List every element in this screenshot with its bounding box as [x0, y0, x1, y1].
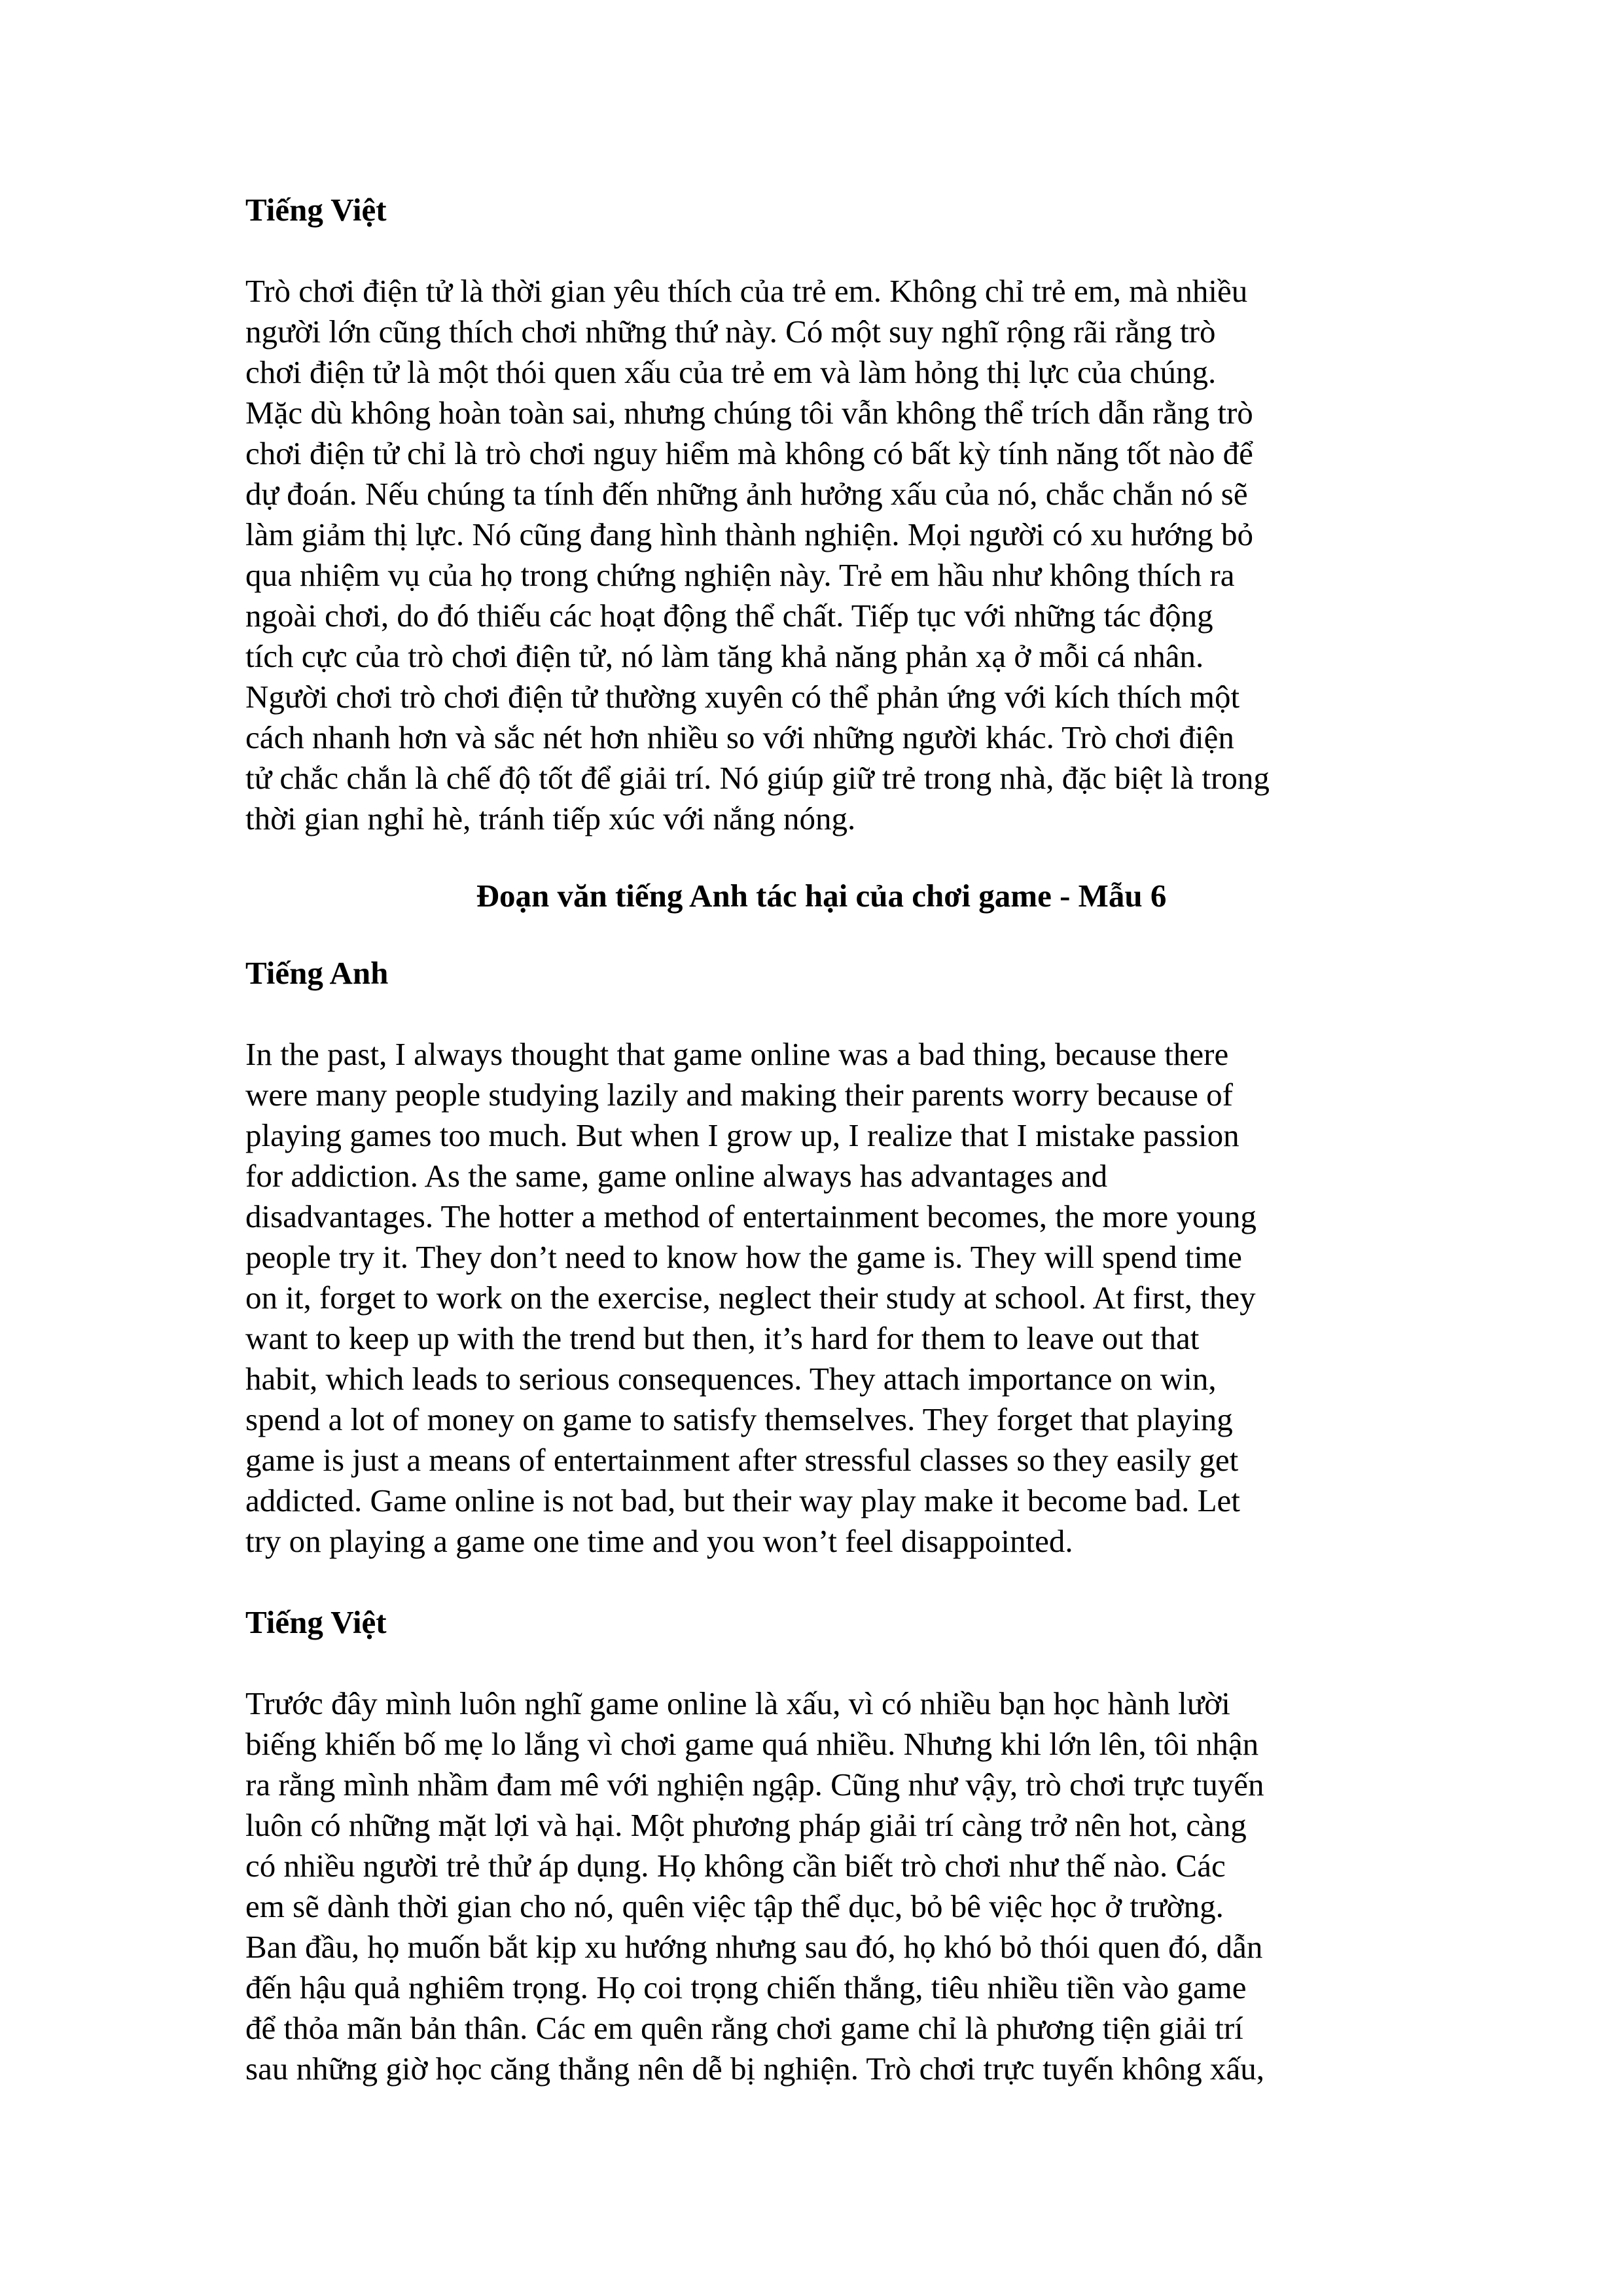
paragraph-line: tích cực của trò chơi điện tử, nó làm tăng khả năng phản xạ ở mỗi cá nhân. [245, 638, 1204, 674]
paragraph-line: people try it. They don’t need to know how the game is. They will spend time [245, 1239, 1242, 1275]
document-page [245, 190, 1397, 2089]
paragraph-line: want to keep up with the trend but then, it’s hard for them to leave out that [245, 1320, 1200, 1356]
paragraph-line: Người chơi trò chơi điện tử thường xuyên có thể phản ứng với kích thích một [245, 679, 1240, 715]
paragraph-line: sau những giờ học căng thẳng nên dễ bị nghiện. Trò chơi trực tuyến không xấu, [245, 2051, 1264, 2087]
paragraph-line: biếng khiến bố mẹ lo lắng vì chơi game quá nhiều. Nhưng khi lớn lên, tôi nhận [245, 1726, 1259, 1762]
sample-title: Đoạn văn tiếng Anh tác hại của chơi game - Mẫu 6 [476, 878, 1167, 914]
section1-heading: Tiếng Việt [245, 192, 387, 228]
section3-paragraph [245, 1683, 1397, 2089]
paragraph-line: có nhiều người trẻ thử áp dụng. Họ không cần biết trò chơi như thế nào. Các [245, 1848, 1226, 1884]
paragraph-line: người lớn cũng thích chơi những thứ này. Có một suy nghĩ rộng rãi rằng trò [245, 314, 1216, 350]
paragraph-line: were many people studying lazily and making their parents worry because of [245, 1077, 1233, 1113]
paragraph-line: chơi điện tử là một thói quen xấu của trẻ em và làm hỏng thị lực của chúng. [245, 354, 1217, 390]
paragraph-line: luôn có những mặt lợi và hại. Một phương pháp giải trí càng trở nên hot, càng [245, 1807, 1247, 1843]
paragraph-line: ra rằng mình nhầm đam mê với nghiện ngập. Cũng như vậy, trò chơi trực tuyến [245, 1767, 1264, 1803]
paragraph-line: thời gian nghỉ hè, tránh tiếp xúc với nắng nóng. [245, 800, 856, 836]
paragraph-line: dự đoán. Nếu chúng ta tính đến những ảnh hưởng xấu của nó, chắc chắn nó sẽ [245, 476, 1248, 512]
paragraph-line: chơi điện tử chỉ là trò chơi nguy hiểm mà không có bất kỳ tính năng tốt nào để [245, 435, 1253, 471]
paragraph-line: đến hậu quả nghiêm trọng. Họ coi trọng chiến thắng, tiêu nhiều tiền vào game [245, 1969, 1247, 2005]
paragraph-line: for addiction. As the same, game online always has advantages and [245, 1158, 1108, 1194]
paragraph-line: Ban đầu, họ muốn bắt kịp xu hướng nhưng sau đó, họ khó bỏ thói quen đó, dẫn [245, 1929, 1263, 1965]
paragraph-line: Trò chơi điện tử là thời gian yêu thích của trẻ em. Không chỉ trẻ em, mà nhiều [245, 273, 1248, 309]
paragraph-line: để thỏa mãn bản thân. Các em quên rằng chơi game chỉ là phương tiện giải trí [245, 2010, 1243, 2046]
paragraph-line: ngoài chơi, do đó thiếu các hoạt động thể chất. Tiếp tục với những tác động [245, 598, 1213, 634]
paragraph-line: Trước đây mình luôn nghĩ game online là xấu, vì có nhiều bạn học hành lười [245, 1685, 1230, 1721]
paragraph-line: disadvantages. The hotter a method of entertainment becomes, the more young [245, 1198, 1257, 1234]
paragraph-line: cách nhanh hơn và sắc nét hơn nhiều so với những người khác. Trò chơi điện [245, 719, 1234, 755]
paragraph-line: on it, forget to work on the exercise, neglect their study at school. At first, they [245, 1280, 1256, 1316]
paragraph-line: habit, which leads to serious consequences. They attach importance on win, [245, 1361, 1217, 1397]
section1-paragraph [245, 271, 1397, 839]
paragraph-line: addicted. Game online is not bad, but their way play make it become bad. Let [245, 1482, 1240, 1518]
paragraph-line: spend a lot of money on game to satisfy themselves. They forget that playing [245, 1401, 1233, 1437]
paragraph-line: playing games too much. But when I grow up, I realize that I mistake passion [245, 1117, 1240, 1153]
paragraph-line: làm giảm thị lực. Nó cũng đang hình thành nghiện. Mọi người có xu hướng bỏ [245, 516, 1254, 552]
section2-paragraph [245, 1034, 1397, 1562]
paragraph-line: qua nhiệm vụ của họ trong chứng nghiện này. Trẻ em hầu như không thích ra [245, 557, 1235, 593]
paragraph-line: Mặc dù không hoàn toàn sai, nhưng chúng tôi vẫn không thể trích dẫn rằng trò [245, 395, 1253, 431]
paragraph-line: em sẽ dành thời gian cho nó, quên việc tập thể dục, bỏ bê việc học ở trường. [245, 1888, 1224, 1924]
paragraph-line: game is just a means of entertainment after stressful classes so they easily get [245, 1442, 1239, 1478]
section3-heading: Tiếng Việt [245, 1604, 387, 1640]
section2-heading: Tiếng Anh [245, 955, 389, 991]
paragraph-line: tử chắc chắn là chế độ tốt để giải trí. Nó giúp giữ trẻ trong nhà, đặc biệt là trong [245, 760, 1270, 796]
paragraph-line: try on playing a game one time and you won’t feel disappointed. [245, 1523, 1073, 1559]
paragraph-line: In the past, I always thought that game online was a bad thing, because there [245, 1036, 1229, 1072]
